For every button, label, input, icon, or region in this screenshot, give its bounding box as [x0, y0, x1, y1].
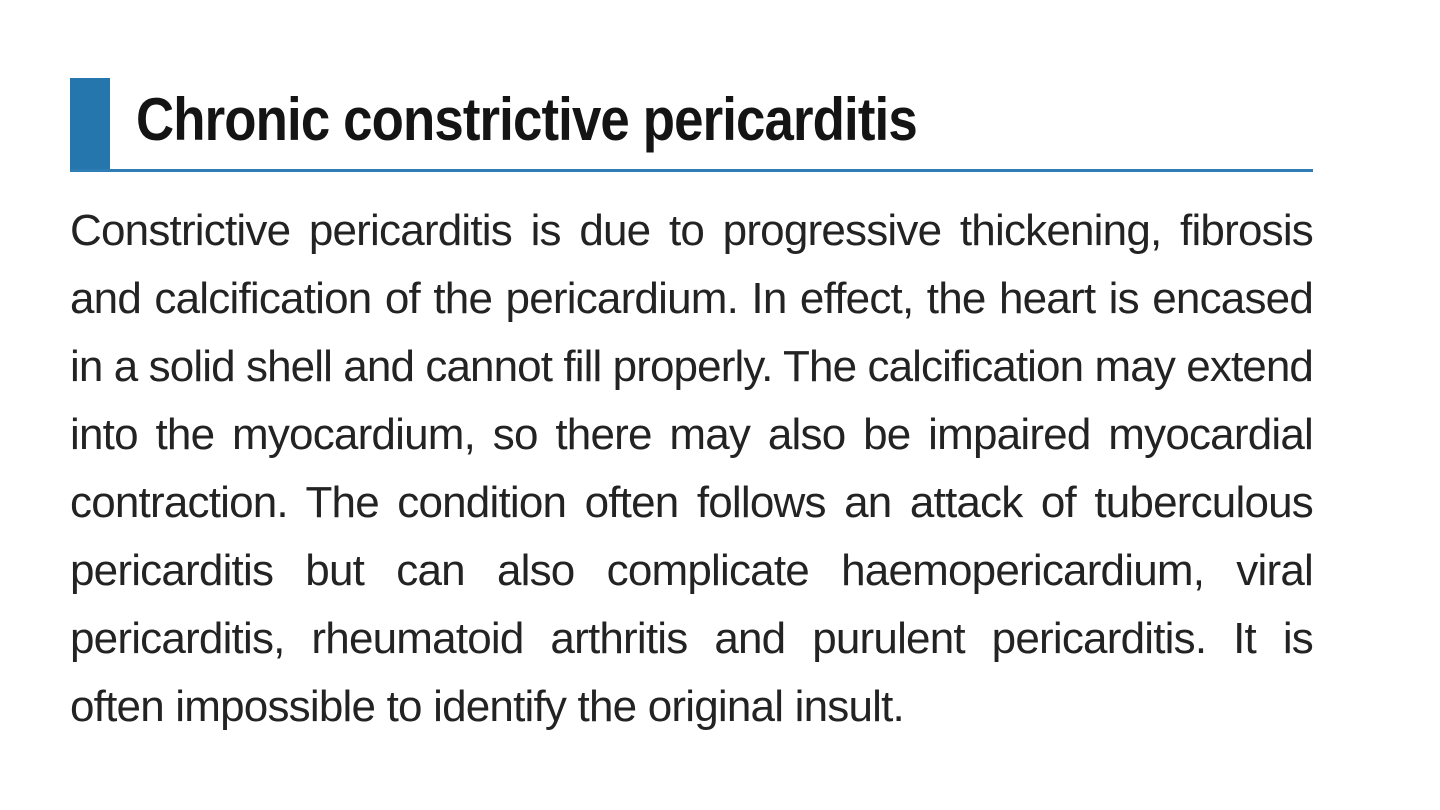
paragraph-line: into the myocardium, so there may also be impaired myocardial [70, 410, 1313, 459]
section-title: Chronic constrictive pericarditis [136, 86, 917, 153]
heading-accent-bar [70, 78, 110, 169]
paragraph-line: Constrictive pericarditis is due to progressive thickening, fibrosis [70, 206, 1313, 255]
body-paragraph [70, 197, 1313, 741]
section-heading [70, 78, 1313, 172]
paragraph-line: pericarditis, rheumatoid arthritis and purulent pericarditis. It is [70, 614, 1313, 663]
paragraph-line: pericarditis but can also complicate haemopericardium, viral [70, 546, 1313, 595]
paragraph-line: and calcification of the pericardium. In effect, the heart is encased [70, 274, 1313, 323]
paragraph-line: in a solid shell and cannot fill properly. The calcification may extend [70, 342, 1313, 391]
paragraph-line: contraction. The condition often follows an attack of tuberculous [70, 478, 1313, 527]
paragraph-line: often impossible to identify the original insult. [70, 682, 904, 731]
